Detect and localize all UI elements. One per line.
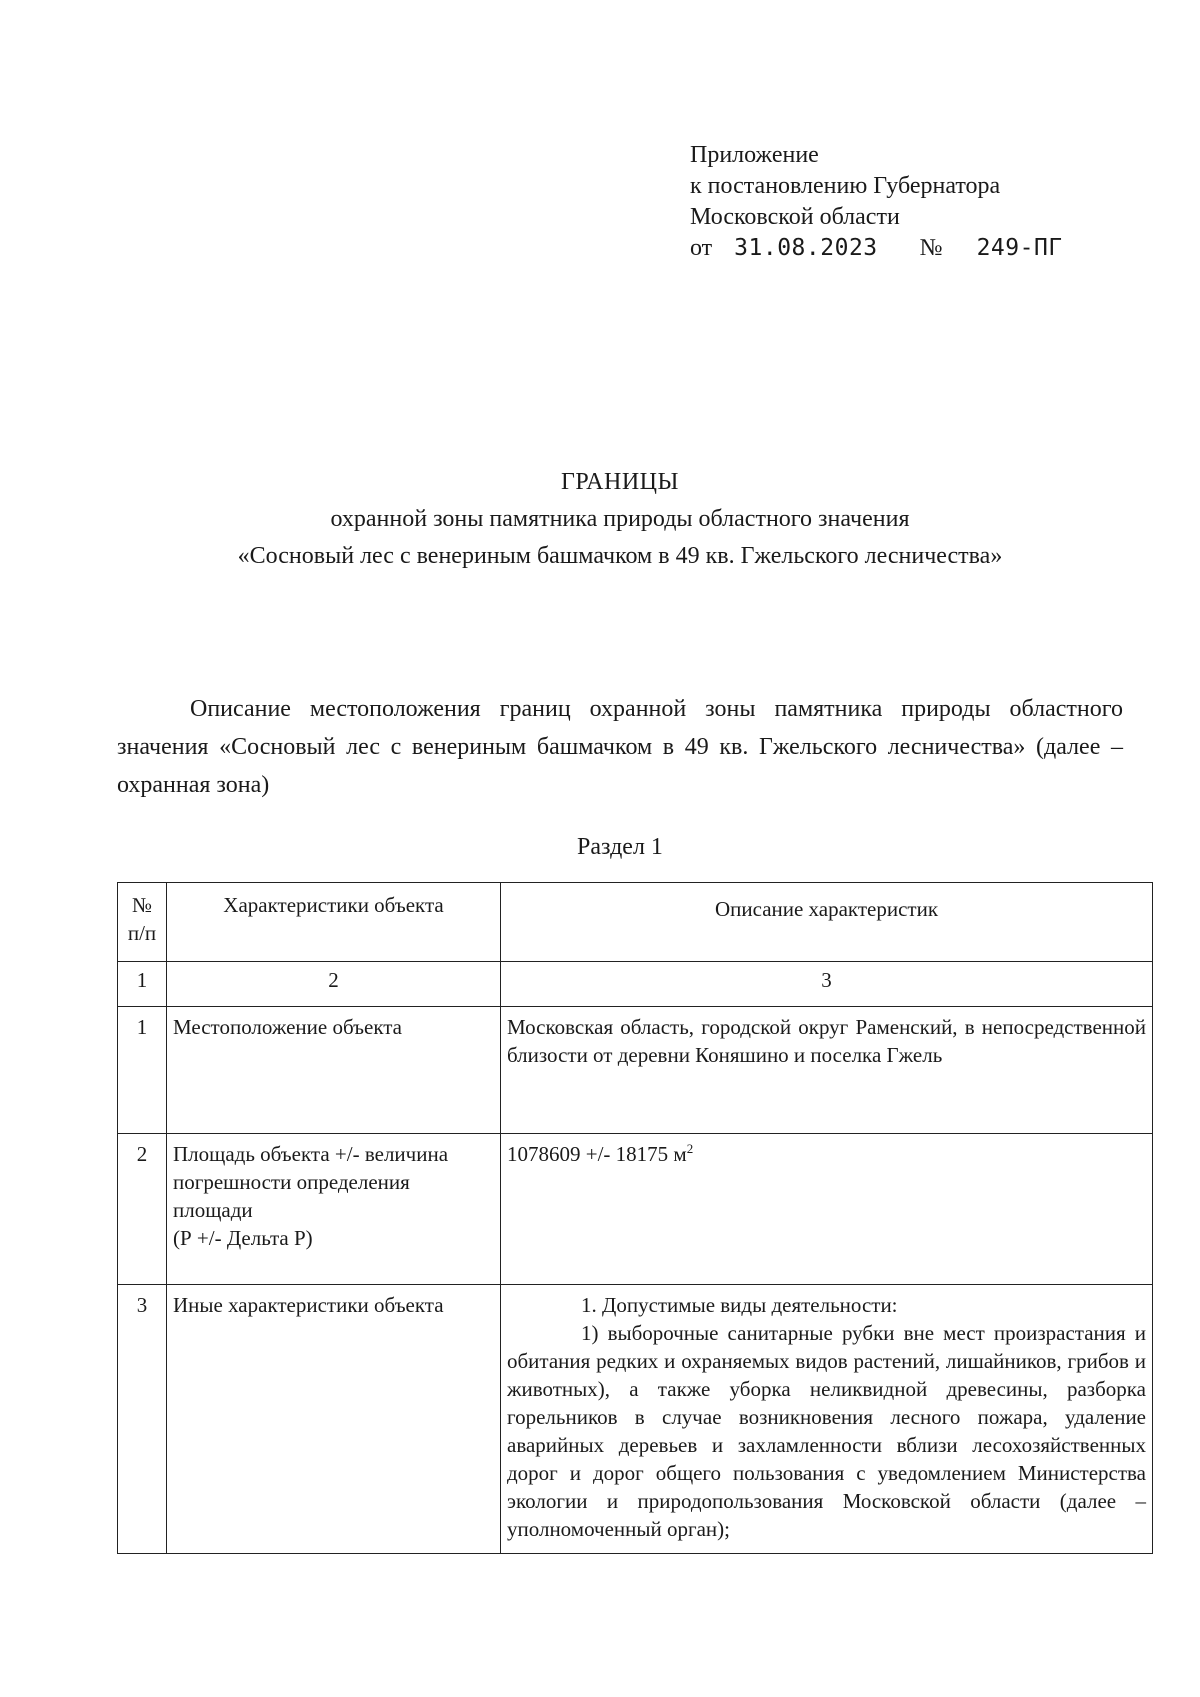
table-index-cell: 1 bbox=[118, 962, 167, 1007]
document-title bbox=[120, 464, 1120, 575]
appendix-header bbox=[690, 140, 1150, 264]
row-characteristic-main: Площадь объекта +/- величина погрешности определения площади bbox=[173, 1142, 449, 1222]
appendix-date-number bbox=[690, 233, 1150, 264]
title-object-name: «Сосновый лес с венериным башмачком в 49 кв. Гжельского лесничества» bbox=[237, 543, 1003, 569]
appendix-to-resolution: к постановлению Губернатора bbox=[690, 173, 1001, 199]
table-index-row bbox=[118, 962, 1153, 1007]
table-header-characteristics: Характеристики объекта bbox=[167, 883, 501, 962]
appendix-date: 31.08.2023 bbox=[734, 235, 878, 261]
table-row bbox=[118, 1285, 1153, 1554]
title-subtitle: охранной зоны памятника природы областного значения bbox=[330, 506, 910, 532]
allowed-activities-heading: 1. Допустимые виды деятельности: bbox=[581, 1293, 898, 1317]
row-number: 1 bbox=[118, 1007, 167, 1134]
row-number: 2 bbox=[118, 1134, 167, 1285]
table-row bbox=[118, 1007, 1153, 1134]
section-title: Раздел 1 bbox=[577, 834, 663, 860]
appendix-region: Московской области bbox=[690, 204, 900, 230]
appendix-from-label: от bbox=[690, 235, 713, 261]
table-header-description: Описание характеристик bbox=[501, 883, 1153, 962]
row-description: Московская область, городской округ Раменский, в непосредственной близости от деревни Коняшино и поселка Гжель bbox=[501, 1007, 1153, 1134]
title-main: ГРАНИЦЫ bbox=[561, 469, 679, 495]
boundary-description: Описание местоположения границ охранной зоны памятника природы областного значения «Сосновый лес с венериным башмачком в 49 кв. Гжельского лесничества» (далее – охранная зона) bbox=[117, 696, 1123, 798]
row-characteristic: Иные характеристики объекта bbox=[167, 1285, 501, 1554]
appendix-number: 249-ПГ bbox=[976, 235, 1063, 261]
appendix-title: Приложение bbox=[690, 142, 819, 168]
row-characteristic: Местоположение объекта bbox=[167, 1007, 501, 1134]
table-index-cell: 2 bbox=[167, 962, 501, 1007]
table-index-cell: 3 bbox=[501, 962, 1153, 1007]
table-header-number: № п/п bbox=[118, 883, 167, 962]
area-unit-superscript: 2 bbox=[686, 1141, 694, 1156]
row-characteristic bbox=[167, 1134, 501, 1285]
allowed-activity-item: 1) выборочные санитарные рубки вне мест произрастания и обитания редких и охраняемых видов растений, лишайников, грибов и животных), а также уборка неликвидной древесины, разборка горельников в случае возникновения лесного пожара, удаление аварийных деревьев и захламленности вблизи лесохозяйственных дорог и дорог общего пользования с уведомлением Министерства экологии и природопользования Московской области (далее – уполномоченный орган); bbox=[507, 1321, 1146, 1541]
appendix-number-sign: № bbox=[919, 235, 943, 261]
table-row bbox=[118, 1134, 1153, 1285]
area-value: 1078609 +/- 18175 м bbox=[507, 1142, 687, 1166]
row-number: 3 bbox=[118, 1285, 167, 1554]
table-header-row bbox=[118, 883, 1153, 962]
row-description bbox=[501, 1285, 1153, 1554]
row-characteristic-formula: (Р +/- Дельта Р) bbox=[173, 1226, 313, 1250]
characteristics-table bbox=[117, 882, 1153, 1554]
row-description bbox=[501, 1134, 1153, 1285]
